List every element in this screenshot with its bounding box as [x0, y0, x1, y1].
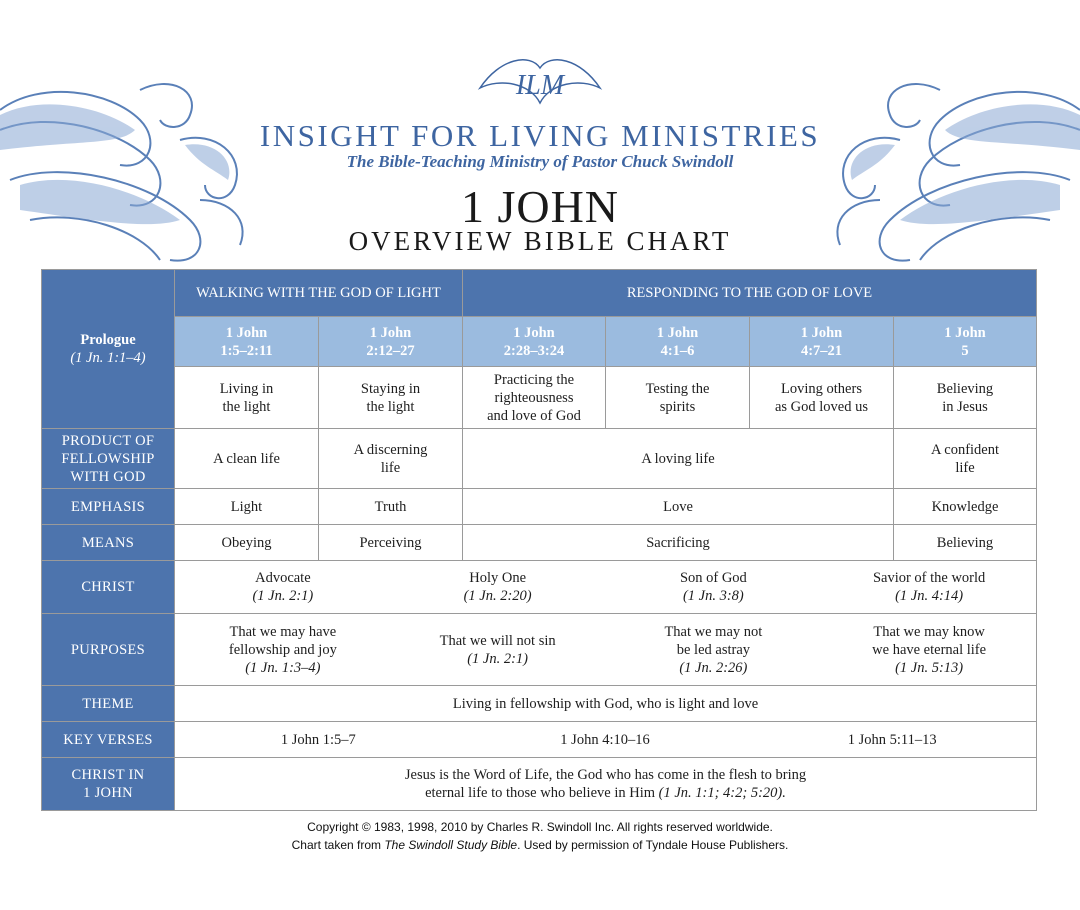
key-verse: 1 John 5:11–13: [847, 731, 937, 748]
division-row: [42, 270, 1037, 317]
section-ref: 1 John 5: [894, 317, 1037, 367]
row-label-purposes: PURPOSES: [42, 614, 175, 686]
product-row: [42, 429, 1037, 489]
purposes-row: [42, 614, 1037, 686]
ilm-logo: [470, 48, 610, 118]
theme-cell: Living in fellowship with God, who is light and love: [175, 686, 1037, 722]
section-ref: 1 John 4:7–21: [750, 317, 894, 367]
org-name: INSIGHT FOR LIVING MINISTRIES: [259, 118, 821, 153]
emphasis-row: [42, 489, 1037, 525]
product-cell: A clean life: [175, 429, 319, 489]
emphasis-cell: Love: [463, 489, 894, 525]
section-ref: 1 John 4:1–6: [606, 317, 750, 367]
row-label-product: PRODUCT OF FELLOWSHIP WITH GOD: [42, 429, 175, 489]
section-row: [42, 317, 1037, 367]
row-label-christ: CHRIST: [42, 561, 175, 614]
chart-subtitle: OVERVIEW BIBLE CHART: [348, 226, 732, 256]
purpose-item: That we may know we have eternal life (1 Jn. 5:13): [872, 623, 987, 676]
christ-in-row: [42, 758, 1037, 811]
row-label-emphasis: EMPHASIS: [42, 489, 175, 525]
purpose-item: That we will not sin (1 Jn. 2:1): [439, 632, 556, 667]
means-cell: Obeying: [175, 525, 319, 561]
division-light: WALKING WITH THE GOD OF LIGHT: [175, 270, 463, 317]
key-verse: 1 John 4:10–16: [560, 731, 650, 748]
description-row: [42, 367, 1037, 429]
section-description: Loving others as God loved us: [750, 367, 894, 429]
book-title: 1 JOHN: [460, 181, 620, 232]
section-description: Staying in the light: [319, 367, 463, 429]
key-verse: 1 John 1:5–7: [280, 731, 356, 748]
copyright-line: Copyright © 1983, 1998, 2010 by Charles R. Swindoll Inc. All rights reserved worldwide.: [307, 820, 773, 834]
overview-chart: [41, 269, 1037, 811]
purpose-item: That we may have fellowship and joy (1 Jn. 1:3–4): [228, 623, 337, 676]
row-label-christ-in: CHRIST IN 1 JOHN: [42, 758, 175, 811]
key-verses-cells: [175, 722, 1037, 758]
section-ref: 1 John 2:12–27: [319, 317, 463, 367]
key-verses-row: [42, 722, 1037, 758]
section-description: Believing in Jesus: [894, 367, 1037, 429]
means-cell: Perceiving: [319, 525, 463, 561]
christ-item: Advocate (1 Jn. 2:1): [252, 570, 314, 604]
row-label-means: MEANS: [42, 525, 175, 561]
product-cell: A confident life: [894, 429, 1037, 489]
means-cell: Sacrificing: [463, 525, 894, 561]
section-description: Living in the light: [175, 367, 319, 429]
source-line: Chart taken from The Swindoll Study Bible. Used by permission of Tyndale House Publishers.: [291, 838, 789, 852]
emphasis-cell: Light: [175, 489, 319, 525]
means-row: [42, 525, 1037, 561]
row-label-key-verses: KEY VERSES: [42, 722, 175, 758]
christ-item: Savior of the world (1 Jn. 4:14): [872, 570, 986, 604]
prologue-ref: (1 Jn. 1:1–4): [70, 350, 146, 366]
section-ref: 1 John 1:5–2:11: [175, 317, 319, 367]
christ-cells: [175, 561, 1037, 614]
christ-item: Holy One (1 Jn. 2:20): [463, 570, 532, 604]
emphasis-cell: Knowledge: [894, 489, 1037, 525]
christ-item: Son of God (1 Jn. 3:8): [679, 570, 747, 604]
division-love: RESPONDING TO THE GOD OF LOVE: [463, 270, 1037, 317]
section-description: Practicing the righteousness and love of God: [463, 367, 606, 429]
means-cell: Believing: [894, 525, 1037, 561]
row-label-theme: THEME: [42, 686, 175, 722]
product-cell: A discerning life: [319, 429, 463, 489]
purpose-item: That we may not be led astray (1 Jn. 2:26): [664, 623, 763, 676]
org-tagline: The Bible-Teaching Ministry of Pastor Chuck Swindoll: [346, 152, 734, 171]
purpose-cells: [175, 614, 1037, 686]
christ-in-cell: Jesus is the Word of Life, the God who has come in the flesh to bring eternal life to those who believe in Him (1 Jn. 1:1; 4:2; 5:20).: [175, 758, 1037, 811]
christ-row: [42, 561, 1037, 614]
section-description: Testing the spirits: [606, 367, 750, 429]
logo-monogram: ILM: [515, 70, 565, 101]
prologue-cell: [42, 270, 175, 429]
emphasis-cell: Truth: [319, 489, 463, 525]
section-ref: 1 John 2:28–3:24: [463, 317, 606, 367]
prologue-title: Prologue: [80, 332, 136, 348]
copyright-notice: [0, 818, 1080, 854]
product-cell: A loving life: [463, 429, 894, 489]
theme-row: [42, 686, 1037, 722]
